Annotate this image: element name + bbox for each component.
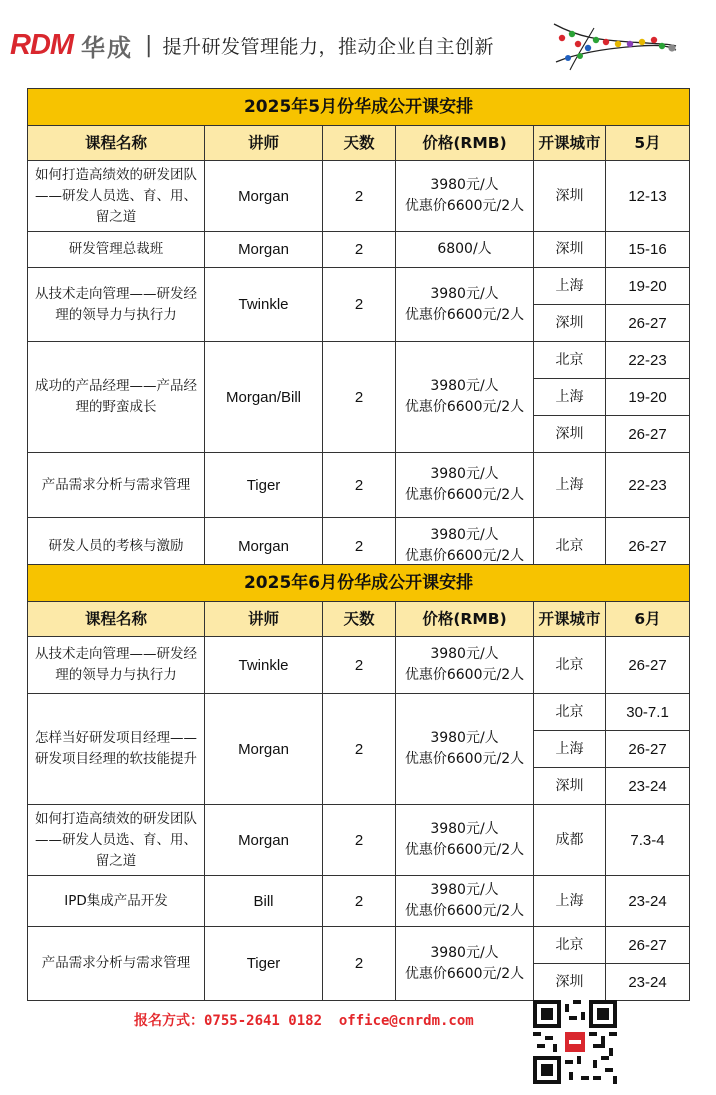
city-text: 北京: [555, 656, 584, 673]
dates: [606, 232, 690, 268]
column-header: [606, 126, 690, 161]
column-header-text: 讲师: [247, 609, 279, 628]
days: [323, 805, 396, 876]
teacher: [205, 342, 323, 453]
qr-code-icon: [533, 1000, 617, 1084]
course-name: [28, 927, 205, 1001]
teacher: [205, 268, 323, 342]
column-header-text: 开课城市: [538, 609, 601, 628]
column-header: [205, 126, 323, 161]
slogan: 提升研发管理能力，推动企业自主创新: [162, 36, 494, 58]
dates-text: 26-27: [628, 537, 667, 555]
column-header-text: 天数: [343, 133, 375, 152]
price-discount: 优惠价6600元/2人: [404, 751, 525, 767]
city: [534, 453, 606, 518]
days-text: 2: [354, 241, 364, 258]
may-header-row: [28, 126, 690, 161]
column-header-text: 讲师: [247, 133, 279, 152]
course-name: [28, 694, 205, 805]
price: [396, 342, 534, 453]
dates-text: 30-7.1: [626, 703, 669, 721]
days-text: 2: [354, 892, 364, 910]
teacher-text: Twinkle: [238, 296, 289, 313]
price-single: 3980元/人: [430, 730, 499, 746]
city-text: 北京: [555, 537, 584, 554]
city-text: 深圳: [555, 314, 584, 331]
price: [396, 694, 534, 805]
days: [323, 342, 396, 453]
june-header-row: [28, 602, 690, 637]
teacher-text: Morgan: [238, 831, 289, 849]
dates: [606, 876, 690, 927]
days-text: 2: [354, 831, 364, 849]
teacher-text: Tiger: [246, 476, 281, 494]
dates-text: 19-20: [628, 277, 667, 295]
column-header: [534, 602, 606, 637]
teacher: [205, 637, 323, 694]
column-header-text: 课程名称: [84, 609, 147, 628]
logo-separator: |: [145, 33, 153, 58]
teacher-text: Twinkle: [238, 656, 289, 674]
city: [534, 232, 606, 268]
city: [534, 161, 606, 232]
dates-text: 26-27: [628, 740, 667, 758]
table-title: [28, 89, 690, 126]
teacher: [205, 876, 323, 927]
course-name-text: 如何打造高绩效的研发团队——研发人员选、育、用、留之道: [35, 810, 197, 869]
dates: [606, 768, 690, 805]
course-name: [28, 637, 205, 694]
table-row: [28, 161, 690, 232]
course-name-text: 研发人员的考核与激励: [48, 537, 184, 554]
dates: [606, 342, 690, 379]
dates-text: 22-23: [628, 351, 667, 369]
price-discount: 优惠价6600元/2人: [404, 548, 525, 564]
price: [396, 268, 534, 342]
column-header-text: 课程名称: [84, 133, 147, 152]
column-header-text: 开课城市: [538, 133, 601, 152]
table-title: [28, 565, 690, 602]
course-name-text: 产品需求分析与需求管理: [41, 476, 191, 493]
dates-text: 26-27: [628, 936, 667, 954]
price: [396, 637, 534, 694]
course-name: [28, 805, 205, 876]
days-text: 2: [354, 656, 364, 674]
dates: [606, 927, 690, 964]
teacher-text: Morgan: [238, 740, 289, 758]
days: [323, 268, 396, 342]
city: [534, 637, 606, 694]
teacher-text: Tiger: [246, 955, 281, 972]
city-text: 北京: [555, 936, 584, 953]
course-name-text: 从技术走向管理——研发经理的领导力与执行力: [35, 285, 197, 323]
teacher-text: Morgan: [238, 187, 289, 205]
city: [534, 805, 606, 876]
dates-text: 23-24: [628, 892, 667, 910]
price-discount: 优惠价6600元/2人: [404, 842, 525, 858]
dates: [606, 453, 690, 518]
city-text: 北京: [555, 351, 584, 368]
dates-text: 12-13: [628, 187, 667, 205]
days: [323, 232, 396, 268]
days: [323, 161, 396, 232]
price: [396, 453, 534, 518]
price-discount: 优惠价6600元/2人: [404, 306, 525, 323]
course-name: [28, 161, 205, 232]
column-header-text: 价格(RMB): [422, 133, 507, 152]
price-single: 6800/人: [437, 241, 492, 257]
dates-text: 26-27: [628, 314, 667, 332]
city-text: 上海: [555, 476, 584, 493]
price-single: 3980元/人: [430, 646, 499, 662]
dates: [606, 305, 690, 342]
price: [396, 927, 534, 1001]
table-title-text: 2025年5月份华成公开课安排: [243, 96, 474, 117]
logo-rdm: RDM: [10, 29, 74, 61]
price: [396, 232, 534, 268]
city: [534, 964, 606, 1001]
table-row: [28, 805, 690, 876]
dates-text: 23-24: [628, 777, 667, 795]
course-name: [28, 232, 205, 268]
days: [323, 453, 396, 518]
teacher: [205, 453, 323, 518]
city: [534, 416, 606, 453]
days-text: 2: [354, 476, 364, 494]
city-text: 深圳: [555, 187, 584, 204]
june-title-row: [28, 565, 690, 602]
table-row: [28, 232, 690, 268]
price-discount: 优惠价6600元/2人: [404, 965, 525, 982]
teacher-text: Morgan: [238, 537, 289, 555]
city-text: 北京: [555, 703, 584, 720]
price-single: 3980元/人: [430, 378, 499, 394]
dates-text: 23-24: [628, 973, 667, 991]
city: [534, 876, 606, 927]
teacher: [205, 927, 323, 1001]
course-name-text: 研发管理总裁班: [68, 241, 164, 257]
dates-text: 26-27: [628, 425, 667, 443]
city: [534, 305, 606, 342]
city-text: 上海: [555, 388, 584, 405]
city: [534, 768, 606, 805]
teacher: [205, 694, 323, 805]
dates: [606, 964, 690, 1001]
days: [323, 927, 396, 1001]
days-text: 2: [354, 296, 364, 313]
city-text: 深圳: [555, 241, 584, 257]
logo-chinese-name: 华成: [81, 34, 134, 62]
course-name: [28, 268, 205, 342]
city-text: 上海: [555, 740, 584, 757]
table-row: [28, 637, 690, 694]
page-header: [0, 0, 716, 88]
price: [396, 161, 534, 232]
column-header: [396, 126, 534, 161]
city: [534, 342, 606, 379]
city: [534, 379, 606, 416]
column-header: [28, 602, 205, 637]
dates: [606, 637, 690, 694]
days: [323, 637, 396, 694]
page-footer: [0, 1000, 716, 1095]
city-text: 深圳: [555, 425, 584, 442]
dates-text: 26-27: [628, 656, 667, 674]
price-single: 3980元/人: [430, 944, 499, 961]
city-text: 上海: [555, 892, 584, 909]
days: [323, 876, 396, 927]
price-discount: 优惠价6600元/2人: [404, 487, 525, 503]
course-name-text: 怎样当好研发项目经理——研发项目经理的软技能提升: [35, 730, 197, 767]
dates: [606, 694, 690, 731]
city-text: 深圳: [555, 777, 584, 794]
column-header: [205, 602, 323, 637]
table-row: [28, 342, 690, 379]
days-text: 2: [354, 537, 364, 555]
course-name-text: 产品需求分析与需求管理: [41, 955, 191, 971]
course-name: [28, 453, 205, 518]
city-text: 深圳: [555, 973, 584, 990]
column-header: [323, 602, 396, 637]
city: [534, 268, 606, 305]
city-text: 成都: [555, 831, 584, 848]
column-header-text: 价格(RMB): [422, 609, 507, 628]
network-dots-icon: [550, 18, 680, 74]
teacher-text: Morgan/Bill: [225, 388, 302, 406]
city: [534, 731, 606, 768]
dates-text: 15-16: [628, 241, 667, 258]
price-single: 3980元/人: [430, 882, 499, 898]
price-single: 3980元/人: [430, 821, 499, 837]
column-header: [534, 126, 606, 161]
dates: [606, 805, 690, 876]
dates-text: 19-20: [628, 388, 667, 406]
price-single: 3980元/人: [430, 466, 499, 482]
price-discount: 优惠价6600元/2人: [404, 198, 525, 214]
column-header: [606, 602, 690, 637]
teacher: [205, 805, 323, 876]
course-name-text: IPD集成产品开发: [64, 892, 168, 909]
table-row: [28, 927, 690, 964]
teacher-text: Bill: [253, 892, 274, 910]
price-discount: 优惠价6600元/2人: [404, 903, 525, 919]
price-single: 3980元/人: [430, 285, 499, 302]
column-header: [323, 126, 396, 161]
column-header-text: 天数: [343, 609, 375, 628]
dates-text: 7.3-4: [630, 831, 665, 849]
city: [534, 694, 606, 731]
teacher-text: Morgan: [238, 241, 289, 258]
days-text: 2: [354, 187, 364, 205]
dates-text: 22-23: [628, 476, 667, 494]
days-text: 2: [354, 388, 364, 406]
price: [396, 805, 534, 876]
table-row: [28, 453, 690, 518]
price-discount: 优惠价6600元/2人: [404, 399, 525, 415]
dates: [606, 268, 690, 305]
may-title-row: [28, 89, 690, 126]
table-row: [28, 268, 690, 305]
days-text: 2: [354, 955, 364, 972]
price-single: 3980元/人: [430, 177, 499, 193]
column-header: [396, 602, 534, 637]
price-discount: 优惠价6600元/2人: [404, 667, 525, 683]
teacher: [205, 232, 323, 268]
days-text: 2: [354, 740, 364, 758]
dates: [606, 161, 690, 232]
course-name: [28, 342, 205, 453]
price-single: 3980元/人: [430, 527, 499, 543]
course-name-text: 从技术走向管理——研发经理的领导力与执行力: [35, 646, 197, 683]
dates: [606, 731, 690, 768]
table-row: [28, 694, 690, 731]
course-name-text: 如何打造高绩效的研发团队——研发人员选、育、用、留之道: [35, 166, 197, 225]
brand-logo: [10, 28, 494, 63]
column-header-text: 6月: [634, 609, 661, 628]
days: [323, 694, 396, 805]
table-row: [28, 876, 690, 927]
dates: [606, 379, 690, 416]
june-schedule-table: [27, 564, 690, 1001]
table-title-text: 2025年6月份华成公开课安排: [243, 572, 474, 593]
city-text: 上海: [555, 277, 584, 294]
city: [534, 927, 606, 964]
price: [396, 876, 534, 927]
column-header: [28, 126, 205, 161]
course-name: [28, 876, 205, 927]
course-name-text: 成功的产品经理——产品经理的野蛮成长: [35, 378, 197, 415]
contact-info: 报名方式：0755-2641 0182 office@cnrdm.com: [134, 1013, 474, 1029]
may-schedule-table: [27, 88, 690, 575]
teacher: [205, 161, 323, 232]
dates: [606, 416, 690, 453]
column-header-text: 5月: [634, 133, 661, 152]
